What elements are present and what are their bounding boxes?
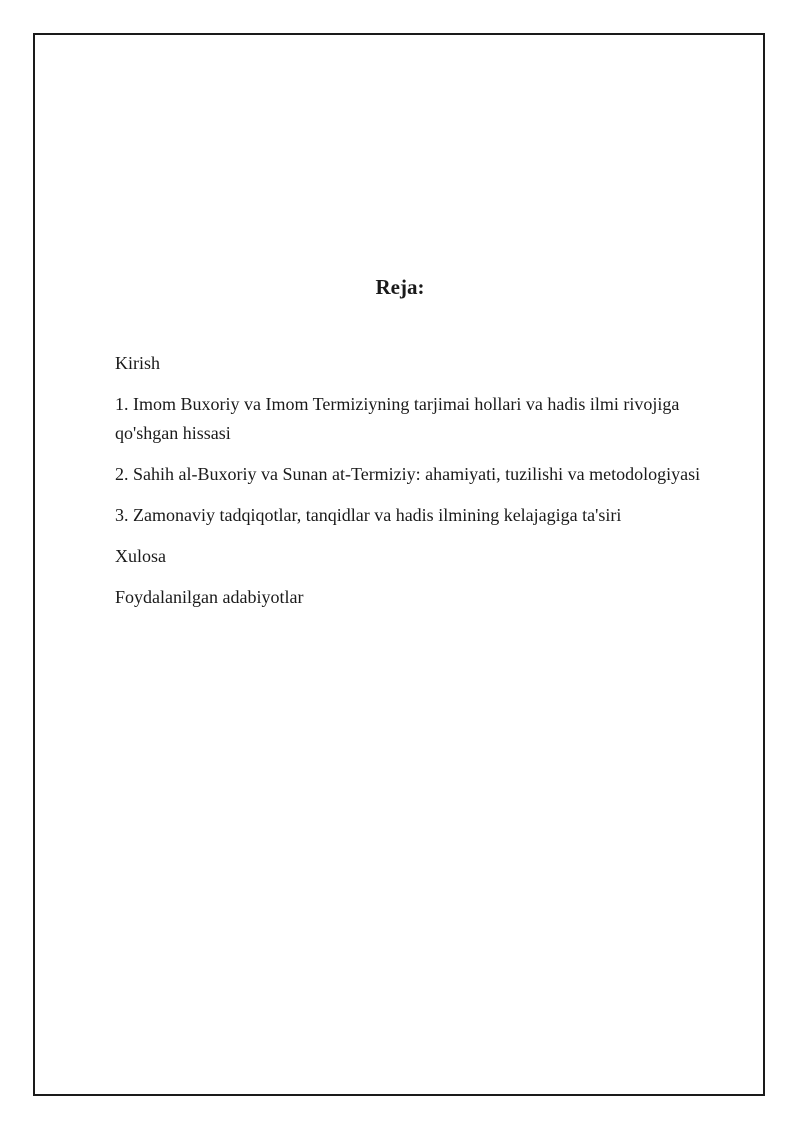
plan-item-conclusion: Xulosa [115, 546, 166, 566]
plan-list [115, 349, 735, 624]
plan-item-1: 1. Imom Buxoriy va Imom Termiziyning tarjimai hollari va hadis ilmi rivojiga qo'shgan hissasi [115, 394, 680, 443]
plan-item-references: Foydalanilgan adabiyotlar [115, 587, 304, 607]
document-title: Reja: [375, 275, 425, 299]
plan-item-introduction: Kirish [115, 353, 160, 373]
plan-item-3: 3. Zamonaviy tadqiqotlar, tanqidlar va hadis ilmining kelajagiga ta'siri [115, 505, 622, 525]
plan-item-2: 2. Sahih al-Buxoriy va Sunan at-Termiziy: ahamiyati, tuzilishi va metodologiyasi [115, 464, 701, 484]
